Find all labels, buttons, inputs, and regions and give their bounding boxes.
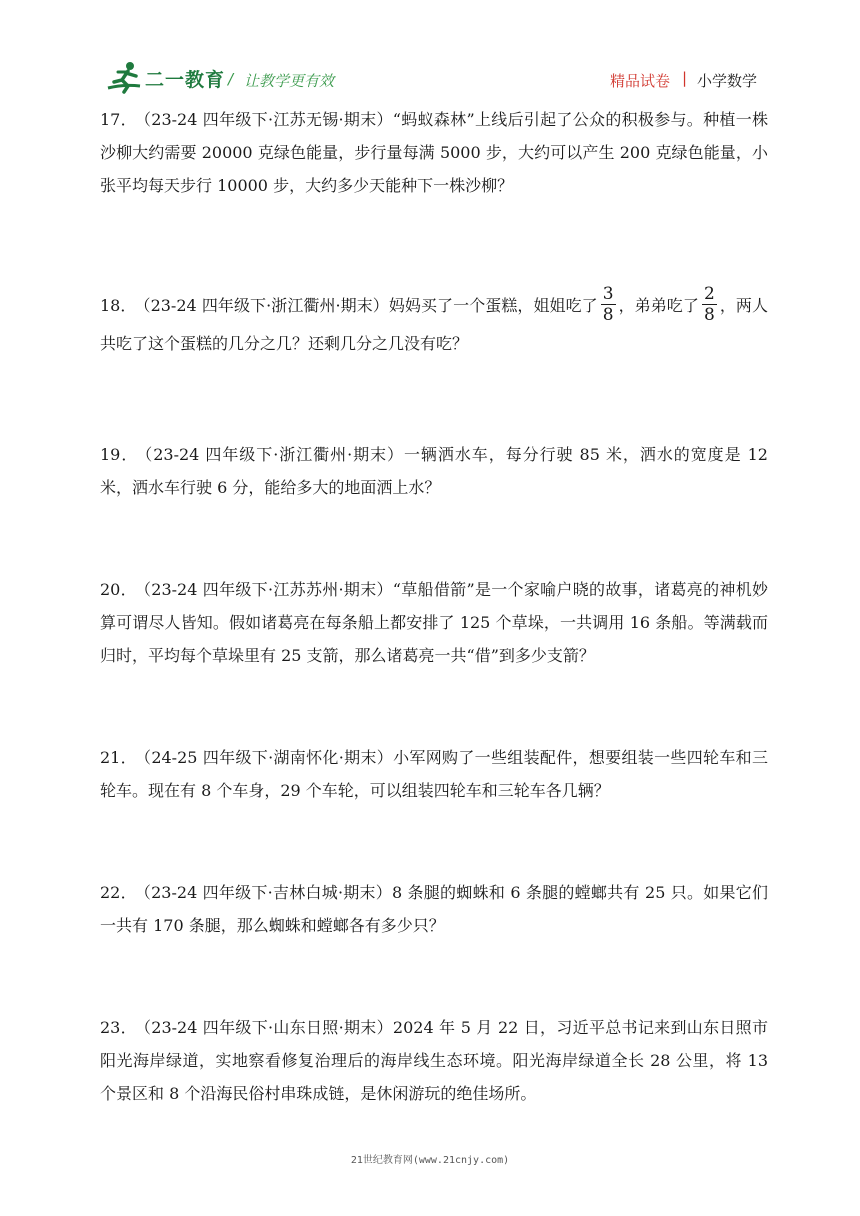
question-text: （23-24 四年级下·吉林白城·期末）8 条腿的蜘蛛和 6 条腿的螳螂共有 25 只。如果它们一共有 170 条腿，那么蜘蛛和螳螂各有多少只？ [100, 883, 768, 935]
question-number: 20． [100, 580, 137, 599]
question-19 [100, 438, 768, 504]
question-23 [100, 1011, 768, 1110]
fraction-numerator: 2 [703, 284, 715, 304]
header-tag-premium: 精品试卷 [610, 72, 671, 90]
question-number: 22． [100, 883, 137, 902]
slogan: 让教学更有效 [244, 72, 335, 90]
fraction-numerator: 3 [602, 284, 614, 304]
fraction-2-8 [702, 284, 717, 325]
header-tag-separator: | [682, 69, 688, 87]
fraction-3-8 [601, 284, 616, 325]
question-text-part-c: ，两人共吃了这个蛋糕的几分之几？还剩几分之几没有吃？ [100, 296, 768, 353]
slogan-separator: / [228, 70, 234, 88]
page-header [0, 0, 860, 96]
question-number: 21． [100, 748, 137, 767]
question-17 [100, 103, 768, 202]
fraction-denominator: 8 [703, 305, 715, 325]
header-tag-subject: 小学数学 [697, 72, 758, 90]
question-20 [100, 573, 768, 672]
question-text-part-b: ，弟弟吃了 [618, 296, 699, 315]
question-number: 17． [100, 110, 137, 129]
question-number: 19． [100, 445, 139, 464]
question-text: （23-24 四年级下·江苏无锡·期末）“蚂蚁森林”上线后引起了公众的积极参与。种植一株沙柳大约需要 20000 克绿色能量，步行量每满 5000 步，大约可以产生 200 克绿色能量，小张平均每天步行 10000 步，大约多少天能种下一株沙柳？ [100, 110, 768, 195]
question-text: （23-24 四年级下·浙江衢州·期末）一辆洒水车，每分行驶 85 米，洒水的宽度是 12 米，洒水车行驶 6 分，能给多大的地面洒上水？ [100, 445, 768, 497]
question-22 [100, 876, 768, 942]
question-text: （24-25 四年级下·湖南怀化·期末）小军网购了一些组装配件，想要组装一些四轮车和三轮车。现在有 8 个车身，29 个车轮，可以组装四轮车和三轮车各几辆？ [100, 748, 768, 800]
page-footer: 21世纪教育网(www.21cnjy.com) [350, 1155, 510, 1166]
question-21 [100, 741, 768, 807]
question-text: （23-24 四年级下·江苏苏州·期末）“草船借箭”是一个家喻户晓的故事，诸葛亮的神机妙算可谓尽人皆知。假如诸葛亮在每条船上都安排了 125 个草垛，一共调用 16 条船。等满载而归时，平均每个草垛里有 25 支箭，那么诸葛亮一共“借”到多少支箭？ [100, 580, 768, 665]
question-number: 23． [100, 1018, 137, 1037]
question-text: （23-24 四年级下·山东日照·期末）2024 年 5 月 22 日，习近平总书记来到山东日照市阳光海岸绿道，实地察看修复治理后的海岸线生态环境。阳光海岸绿道全长 28 公里，将 13 个景区和 8 个沿海民俗村串珠成链，是休闲游玩的绝佳场所。 [100, 1018, 768, 1103]
question-18 [100, 286, 768, 361]
question-number: 18． [100, 296, 137, 315]
question-text-part-a: （23-24 四年级下·浙江衢州·期末）妈妈买了一个蛋糕，姐姐吃了 [142, 296, 598, 315]
fraction-denominator: 8 [602, 305, 614, 325]
logo-text: 二一教育 [145, 69, 226, 91]
